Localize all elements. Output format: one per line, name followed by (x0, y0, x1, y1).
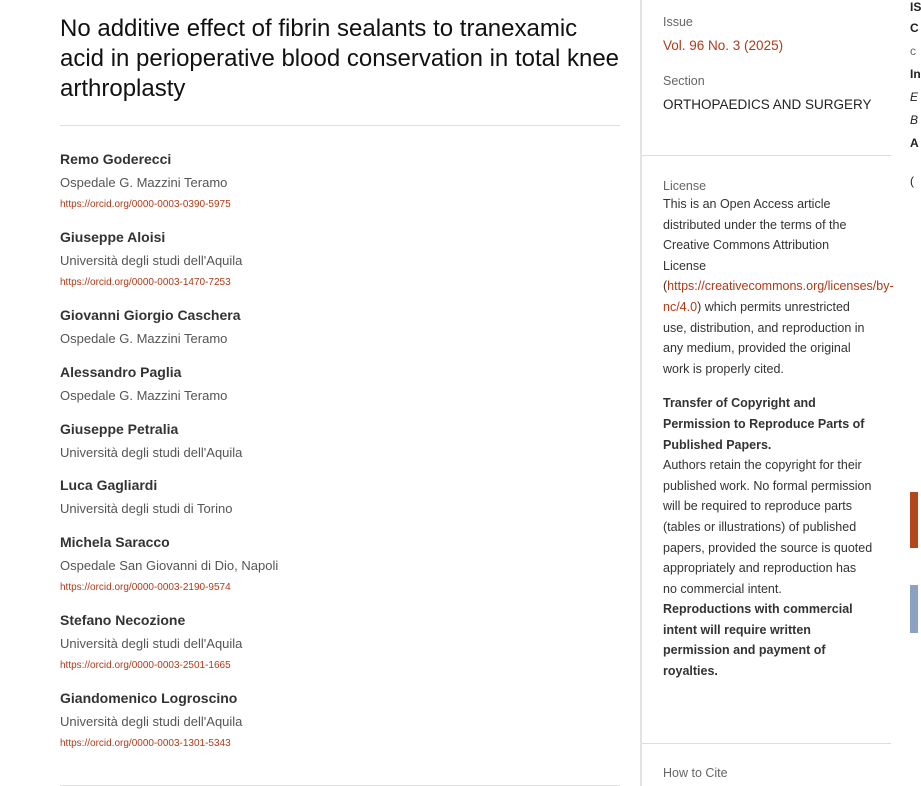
author-affiliation: Ospedale San Giovanni di Dio, Napoli (60, 558, 279, 573)
author-name: Giandomenico Logroscino (60, 690, 238, 706)
clipped-text: ( (910, 174, 914, 188)
section-value: ORTHOPAEDICS AND SURGERY (663, 97, 872, 112)
section-block (663, 73, 873, 116)
author-name: Luca Gagliardi (60, 477, 158, 493)
license-label: License (663, 179, 707, 193)
author-affiliation: Università degli studi di Torino (60, 501, 233, 516)
copyright-commercial-note: Reproductions with commercial intent will require written permission and payment of royalties. (663, 602, 853, 679)
author-affiliation: Università degli studi dell'Aquila (60, 445, 243, 460)
author-name: Alessandro Paglia (60, 364, 182, 380)
issue-link[interactable]: Vol. 96 No. 3 (2025) (663, 38, 784, 53)
clipped-text: C (910, 21, 919, 35)
author-name: Stefano Necozione (60, 612, 186, 628)
author-name: Remo Goderecci (60, 151, 172, 167)
author-affiliation: Università degli studi dell'Aquila (60, 253, 243, 268)
issue-label: Issue (663, 15, 693, 29)
author-name: Giovanni Giorgio Caschera (60, 307, 241, 323)
clipped-text: In (910, 67, 921, 81)
article-title: No additive effect of fibrin sealants to tranexamic acid in perioperative blood conservation in total knee arthroplasty (60, 15, 620, 102)
clipped-image (910, 585, 918, 633)
issue-block (663, 14, 873, 57)
section-label: Section (663, 74, 705, 88)
sidebar-separator (642, 155, 891, 156)
license-text (663, 194, 894, 379)
clipped-text: c (910, 44, 916, 58)
article-main (60, 0, 620, 786)
author-affiliation: Ospedale G. Mazzini Teramo (60, 388, 228, 403)
author-name: Giuseppe Aloisi (60, 229, 166, 245)
author-name: Michela Saracco (60, 534, 170, 550)
author-affiliation: Ospedale G. Mazzini Teramo (60, 331, 228, 346)
orcid-link[interactable]: https://orcid.org/0000-0003-2501-1665 (60, 660, 231, 671)
license-text-end: ) which permits unrestricted use, distribution, and reproduction in any medium, provided the original work is properly cited. (663, 299, 865, 376)
author-affiliation: Ospedale G. Mazzini Teramo (60, 175, 228, 190)
clipped-button[interactable] (910, 492, 918, 548)
orcid-link[interactable]: https://orcid.org/0000-0003-1301-5343 (60, 738, 231, 749)
right-column-clipped (910, 0, 921, 786)
cite-block (663, 765, 873, 781)
license-block (663, 178, 894, 682)
author-item (60, 476, 232, 518)
author-item (60, 533, 278, 595)
sidebar-separator (642, 743, 891, 744)
orcid-link[interactable]: https://orcid.org/0000-0003-0390-5975 (60, 199, 231, 210)
license-text-start: This is an Open Access article distributed under the terms of the Creative Commons Attribution License ( (663, 197, 847, 294)
title-divider (60, 125, 620, 126)
copyright-heading: Transfer of Copyright and Permission to Reproduce Parts of Published Papers. (663, 396, 865, 452)
orcid-link[interactable]: https://orcid.org/0000-0003-2190-9574 (60, 582, 231, 593)
author-item (60, 306, 241, 348)
clipped-text: E (910, 90, 919, 104)
license-link[interactable]: https://creativecommons.org/licenses/by-nc/4.0 (663, 279, 894, 314)
author-affiliation: Università degli studi dell'Aquila (60, 636, 243, 651)
clipped-text: B (910, 113, 919, 127)
author-item (60, 150, 231, 212)
author-affiliation: Università degli studi dell'Aquila (60, 714, 243, 729)
clipped-text: IS (910, 0, 921, 14)
how-to-cite-label: How to Cite (663, 766, 728, 780)
author-item (60, 363, 227, 405)
orcid-link[interactable]: https://orcid.org/0000-0003-1470-7253 (60, 277, 231, 288)
author-name: Giuseppe Petralia (60, 421, 179, 437)
copyright-text: Authors retain the copyright for their published work. No formal permission will be required to reproduce parts (tables or illustrations) of published papers, provided the source is quoted appropriately and reproduction has no commercial intent. (663, 458, 873, 596)
author-item (60, 689, 242, 751)
author-item (60, 420, 242, 462)
article-sidebar (642, 0, 894, 786)
author-item (60, 611, 242, 673)
clipped-text: A (910, 136, 919, 150)
author-item (60, 228, 242, 290)
